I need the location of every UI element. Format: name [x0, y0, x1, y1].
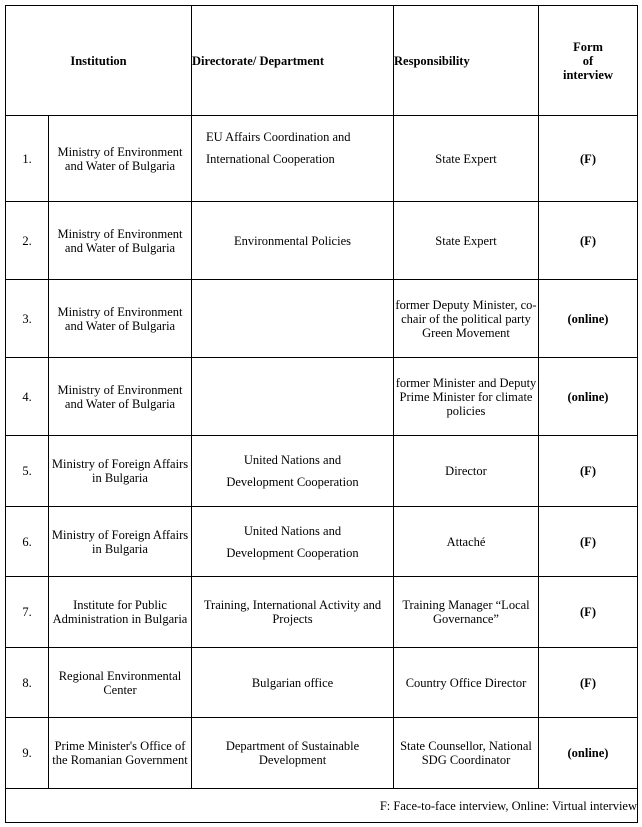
row-number: 1. — [6, 116, 49, 202]
row-number: 2. — [6, 202, 49, 280]
row-responsibility: Attaché — [394, 507, 539, 577]
row-directorate-line1: Department of Sustainable Development — [225, 739, 360, 767]
table-row — [6, 280, 638, 358]
row-form: (F) — [539, 648, 638, 718]
row-directorate — [192, 280, 394, 358]
row-number: 3. — [6, 280, 49, 358]
row-institution: Institute for Public Administration in Bulgaria — [49, 577, 192, 648]
row-number: 6. — [6, 507, 49, 577]
row-directorate-line1: United Nations and — [243, 453, 342, 467]
table-row — [6, 358, 638, 436]
header-form-line2: of — [582, 53, 594, 68]
row-responsibility: former Deputy Minister, co-chair of the political party Green Movement — [394, 280, 539, 358]
row-institution: Ministry of Foreign Affairs in Bulgaria — [49, 436, 192, 507]
row-number: 9. — [6, 718, 49, 789]
row-directorate-line2: International Cooperation — [206, 152, 335, 166]
row-directorate-line1: Bulgarian office — [251, 675, 334, 690]
row-responsibility: State Expert — [394, 202, 539, 280]
row-institution: Regional Environmental Center — [49, 648, 192, 718]
interview-table — [5, 5, 638, 823]
row-form: (online) — [539, 718, 638, 789]
row-institution: Ministry of Environment and Water of Bulgaria — [49, 358, 192, 436]
row-form: (F) — [539, 436, 638, 507]
row-responsibility: former Minister and Deputy Prime Minister for climate policies — [394, 358, 539, 436]
table-row — [6, 436, 638, 507]
row-directorate — [192, 116, 394, 202]
row-directorate — [192, 436, 394, 507]
row-institution: Prime Minister's Office of the Romanian Government — [49, 718, 192, 789]
row-directorate — [192, 648, 394, 718]
row-directorate-line1: Training, International Activity and Projects — [203, 598, 382, 626]
header-form-line3: interview — [563, 67, 613, 82]
row-form: (F) — [539, 116, 638, 202]
row-responsibility: Training Manager “Local Governance” — [394, 577, 539, 648]
row-responsibility: Country Office Director — [394, 648, 539, 718]
row-institution: Ministry of Foreign Affairs in Bulgaria — [49, 507, 192, 577]
row-form: (F) — [539, 507, 638, 577]
row-institution: Ministry of Environment and Water of Bulgaria — [49, 116, 192, 202]
header-responsibility: Responsibility — [394, 6, 539, 116]
row-directorate-line1: EU Affairs Coordination and — [206, 130, 351, 144]
row-number: 7. — [6, 577, 49, 648]
row-directorate — [192, 358, 394, 436]
row-directorate — [192, 718, 394, 789]
row-directorate — [192, 577, 394, 648]
row-responsibility: Director — [394, 436, 539, 507]
table-row — [6, 577, 638, 648]
row-institution: Ministry of Environment and Water of Bulgaria — [49, 202, 192, 280]
row-number: 5. — [6, 436, 49, 507]
table-row — [6, 648, 638, 718]
row-number: 8. — [6, 648, 49, 718]
header-form-line1: Form — [573, 39, 603, 54]
row-number: 4. — [6, 358, 49, 436]
row-responsibility: State Counsellor, National SDG Coordinator — [394, 718, 539, 789]
row-form: (online) — [539, 358, 638, 436]
row-directorate — [192, 507, 394, 577]
footnote-row — [6, 789, 638, 823]
row-directorate-line1: United Nations and — [243, 523, 342, 538]
header-form — [539, 6, 638, 116]
row-directorate-line2: Development Cooperation — [226, 545, 359, 560]
table-row — [6, 507, 638, 577]
row-institution: Ministry of Environment and Water of Bulgaria — [49, 280, 192, 358]
header-directorate: Directorate/ Department — [192, 6, 394, 116]
row-directorate — [192, 202, 394, 280]
header-row — [6, 6, 638, 116]
table-row — [6, 718, 638, 789]
row-directorate-line1: Environmental Policies — [234, 233, 351, 248]
footnote: F: Face-to-face interview, Online: Virtual interview — [6, 789, 638, 823]
row-form: (online) — [539, 280, 638, 358]
header-institution: Institution — [6, 6, 192, 116]
row-form: (F) — [539, 202, 638, 280]
table-row — [6, 202, 638, 280]
row-directorate-line2: Development Cooperation — [226, 475, 359, 489]
row-form: (F) — [539, 577, 638, 648]
row-responsibility: State Expert — [394, 116, 539, 202]
table-row — [6, 116, 638, 202]
